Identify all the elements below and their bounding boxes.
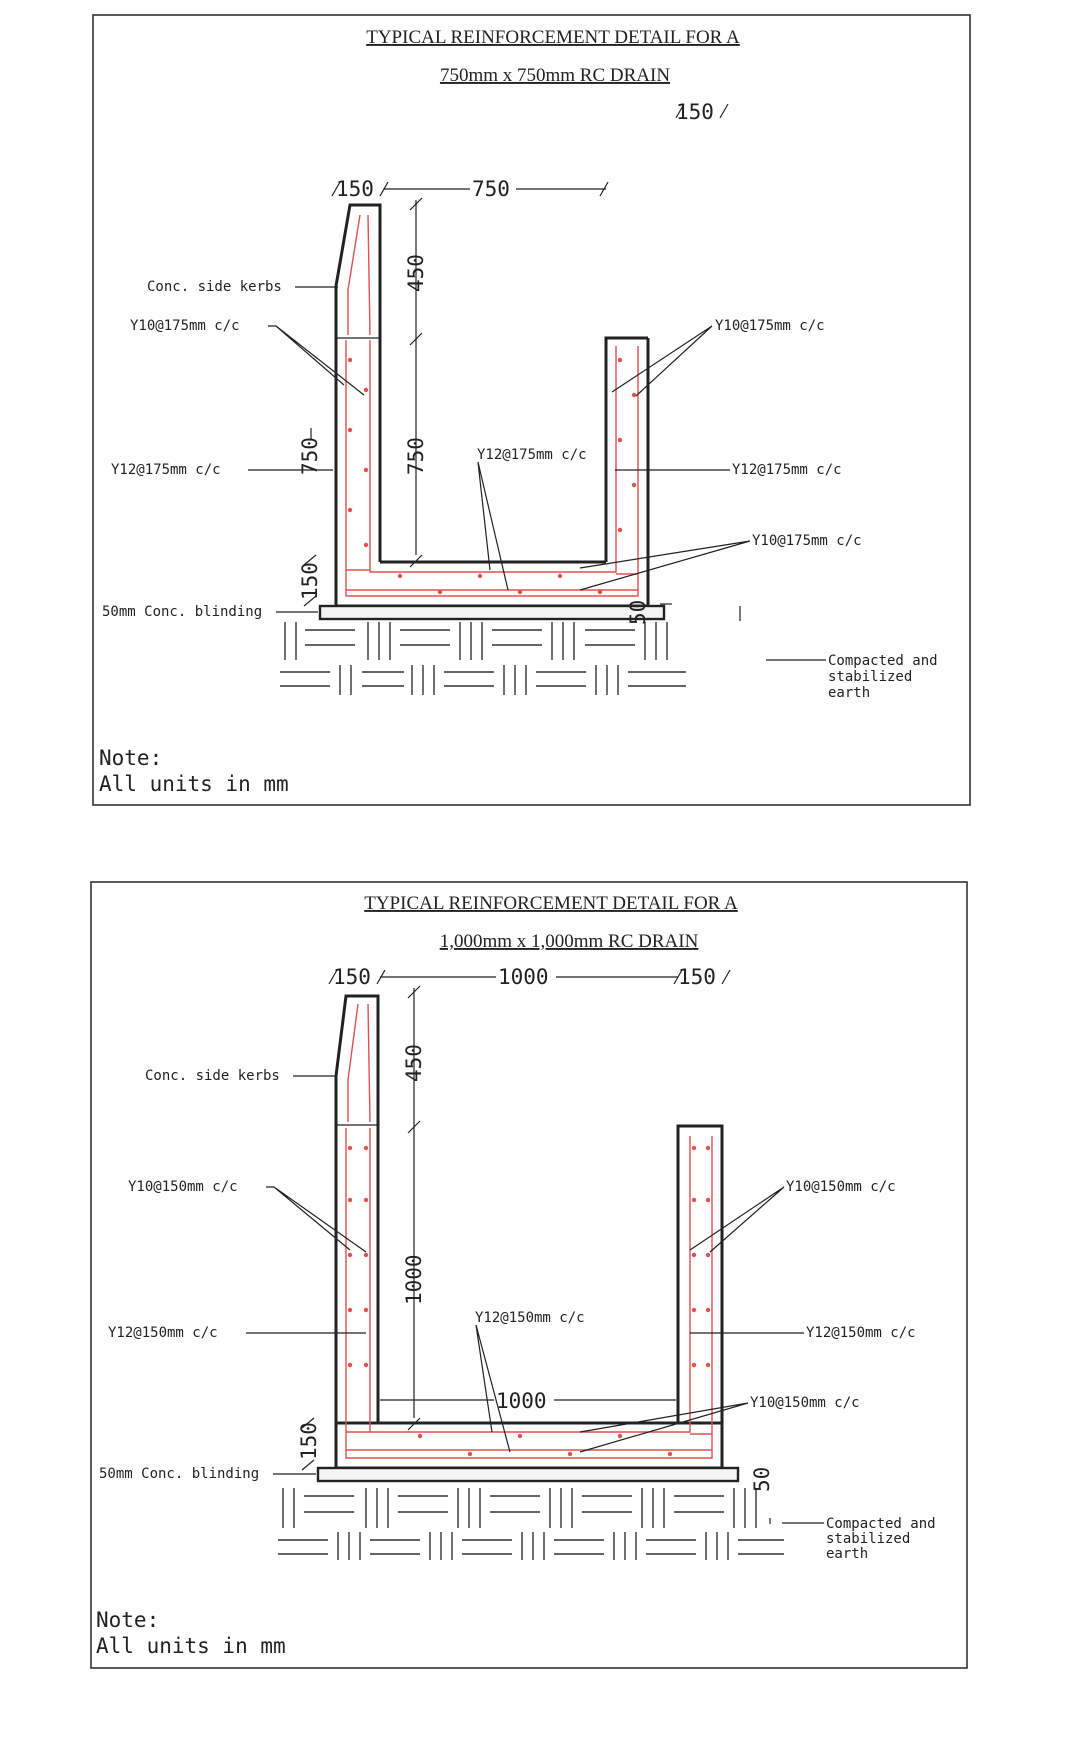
note-text: All units in mm <box>96 1634 286 1658</box>
rebar-dot <box>348 508 352 512</box>
note-heading: Note: <box>96 1608 160 1632</box>
rebar-dot <box>558 574 562 578</box>
dim-tick <box>722 970 730 984</box>
rebar-dot <box>478 574 482 578</box>
dim-tick <box>720 104 728 118</box>
dim-inner-span: 1000 <box>496 1389 547 1413</box>
rebar-dot <box>364 1198 368 1202</box>
rebar-dot <box>692 1146 696 1150</box>
dim-kerb-height: 450 <box>402 1044 426 1082</box>
rebar-dot <box>692 1308 696 1312</box>
label-earth-line1: Compacted and <box>826 1516 936 1532</box>
dim-blinding-thickness: 50 <box>626 599 650 625</box>
rebar-dot <box>438 590 442 594</box>
detail-title-line2: 750mm x 750mm RC DRAIN <box>439 65 671 86</box>
label-earth-line2: stabilized <box>828 669 913 685</box>
label-kerb: Conc. side kerbs <box>145 1068 280 1084</box>
rebar-dot <box>364 1308 368 1312</box>
label-left-y10: Y10@175mm c/c <box>130 318 240 334</box>
rebar-dots <box>348 358 636 594</box>
label-earth-line3: earth <box>826 1546 869 1562</box>
rebar-dot <box>618 358 622 362</box>
leader-base-y12 <box>478 462 508 590</box>
detail-750-drain <box>93 15 970 805</box>
rebar-dot <box>364 1253 368 1257</box>
rebar-dot <box>518 1434 522 1438</box>
label-left-y10: Y10@150mm c/c <box>128 1179 238 1195</box>
detail-1000-drain <box>91 882 967 1668</box>
dim-base-thickness: 150 <box>298 562 322 600</box>
rebar-cage <box>346 340 638 596</box>
rebar-dot <box>348 1146 352 1150</box>
label-blinding: 50mm Conc. blinding <box>99 1466 260 1482</box>
kerb-rebar <box>348 1004 370 1122</box>
rebar-dot <box>706 1363 710 1367</box>
label-right-y10: Y10@150mm c/c <box>786 1179 896 1195</box>
rebar-dot <box>692 1363 696 1367</box>
leader-left-y10 <box>266 1187 366 1252</box>
rebar-dot <box>398 574 402 578</box>
label-earth-line2: stabilized <box>826 1531 911 1547</box>
rebar-dot <box>348 1253 352 1257</box>
rebar-dot <box>632 483 636 487</box>
left-wall-kerb <box>336 996 378 1423</box>
note-heading: Note: <box>99 746 163 770</box>
label-base-y12: Y12@175mm c/c <box>477 447 587 463</box>
dim-tick <box>302 1460 314 1470</box>
rebar-dot <box>468 1452 472 1456</box>
rebar-dot <box>418 1434 422 1438</box>
rebar-dot <box>618 438 622 442</box>
label-base-y10: Y10@150mm c/c <box>750 1395 860 1411</box>
dim-top-wall: 150 <box>333 965 371 989</box>
rebar-dot <box>348 1363 352 1367</box>
dim-kerb-height: 450 <box>404 254 428 292</box>
rebar-dot <box>598 590 602 594</box>
label-right-y12: Y12@175mm c/c <box>732 462 842 478</box>
rebar-dot <box>706 1253 710 1257</box>
rebar-dot <box>364 388 368 392</box>
label-right-y10: Y10@175mm c/c <box>715 318 825 334</box>
concrete-blinding <box>318 1468 738 1481</box>
rebar-dot <box>632 393 636 397</box>
label-left-y12: Y12@150mm c/c <box>108 1325 218 1341</box>
dim-top-span: 1000 <box>498 965 549 989</box>
rebar-dot <box>618 528 622 532</box>
dim-top-span: 750 <box>472 177 510 201</box>
dim-wall-height-inner: 1000 <box>402 1254 426 1305</box>
label-earth-line3: earth <box>828 685 871 701</box>
rebar-dot <box>668 1452 672 1456</box>
rebar-dot <box>706 1146 710 1150</box>
dim-right-wall: 150 <box>678 965 716 989</box>
base-right-wall-outline <box>336 1126 722 1468</box>
leader-right-y10 <box>690 1187 784 1252</box>
label-right-y12: Y12@150mm c/c <box>806 1325 916 1341</box>
rebar-dot <box>518 590 522 594</box>
rebar-dot <box>706 1198 710 1202</box>
label-earth-line1: Compacted and <box>828 653 938 669</box>
dim-right-wall: 150 <box>676 100 714 124</box>
dim-blinding-thickness: 50 <box>750 1466 774 1492</box>
right-wall <box>606 338 648 562</box>
label-blinding: 50mm Conc. blinding <box>102 604 263 620</box>
earth-hatching <box>278 1488 784 1560</box>
concrete-blinding <box>320 606 664 619</box>
base-slab-outline <box>336 338 648 606</box>
label-base-y10: Y10@175mm c/c <box>752 533 862 549</box>
detail-title-line1: TYPICAL REINFORCEMENT DETAIL FOR A <box>364 893 738 914</box>
rebar-dot <box>364 1363 368 1367</box>
rebar-dot <box>706 1308 710 1312</box>
rebar-dot <box>692 1198 696 1202</box>
dim-wall-height-outer: 750 <box>298 437 322 475</box>
rebar-dot <box>568 1452 572 1456</box>
dim-wall-height-inner: 750 <box>404 437 428 475</box>
detail-title-line2: 1,000mm x 1,000mm RC DRAIN <box>439 931 699 952</box>
note-text: All units in mm <box>99 772 289 796</box>
dim-base-thickness: 150 <box>297 1422 321 1460</box>
earth-hatching <box>280 622 686 695</box>
rebar-dot <box>364 543 368 547</box>
rebar-dot <box>618 1434 622 1438</box>
label-left-y12: Y12@175mm c/c <box>111 462 221 478</box>
rebar-dot <box>348 1198 352 1202</box>
rebar-dot <box>348 1308 352 1312</box>
detail-title-line1: TYPICAL REINFORCEMENT DETAIL FOR A <box>366 27 740 48</box>
dim-top-wall: 150 <box>336 177 374 201</box>
rebar-dot <box>348 428 352 432</box>
label-base-y12: Y12@150mm c/c <box>475 1310 585 1326</box>
rebar-dot <box>364 468 368 472</box>
kerb-rebar <box>348 215 370 335</box>
rebar-dot <box>692 1253 696 1257</box>
rebar-dot <box>364 1146 368 1150</box>
label-kerb: Conc. side kerbs <box>147 279 282 295</box>
rebar-dot <box>348 358 352 362</box>
